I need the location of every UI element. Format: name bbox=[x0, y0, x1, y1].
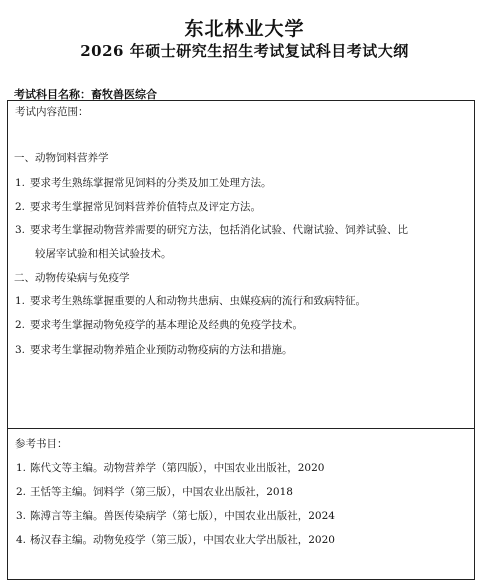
item-text-continued: 较屠宰试验和相关试验技术。 bbox=[35, 248, 172, 260]
content-label: 考试内容范围： bbox=[15, 106, 89, 118]
references-box bbox=[7, 428, 475, 580]
book-number: 2. bbox=[16, 486, 27, 498]
item-text: 要求考生掌握常见饲料营养价值特点及评定方法。 bbox=[30, 201, 261, 213]
book-entry: 陈代文等主编。动物营养学（第四版），中国农业出版社，2020 bbox=[30, 462, 325, 474]
item-text: 要求考生熟练掌握常见饲料的分类及加工处理方法。 bbox=[30, 177, 272, 189]
book-entry: 陈溥言等主编。兽医传染病学（第七版），中国农业出版社，2024 bbox=[30, 510, 335, 522]
item-text: 要求考生掌握动物营养需要的研究方法，包括消化试验、代谢试验、饲养试验、比 bbox=[30, 224, 408, 236]
book-number: 1. bbox=[16, 462, 27, 474]
item-number: 2. bbox=[15, 201, 26, 213]
item-text: 要求考生掌握动物养殖企业预防动物疫病的方法和措施。 bbox=[30, 344, 293, 356]
item-text: 要求考生熟练掌握重要的人和动物共患病、虫媒疫病的流行和致病特征。 bbox=[30, 295, 366, 307]
book-entry: 王恬等主编。饲料学（第三版），中国农业出版社，2018 bbox=[30, 486, 293, 498]
item-number: 1. bbox=[15, 295, 26, 307]
book-number: 4. bbox=[16, 534, 27, 546]
section-heading: 一、动物饲料营养学 bbox=[14, 152, 109, 164]
section-heading: 二、动物传染病与免疫学 bbox=[14, 272, 130, 284]
item-number: 3. bbox=[15, 224, 26, 236]
subject-label: 考试科目名称： bbox=[14, 88, 91, 101]
content-box bbox=[7, 100, 475, 429]
document-subtitle: 2026 年硕士研究生招生考试复试科目考试大纲 bbox=[80, 42, 409, 60]
subject-name: 畜牧兽医综合 bbox=[91, 88, 157, 101]
book-entry: 杨汉春主编。动物免疫学（第三版），中国农业大学出版社，2020 bbox=[30, 534, 335, 546]
document-title: 东北林业大学 bbox=[184, 18, 305, 40]
references-label: 参考书目： bbox=[15, 438, 68, 450]
item-text: 要求考生掌握动物免疫学的基本理论及经典的免疫学技术。 bbox=[30, 319, 303, 331]
book-number: 3. bbox=[16, 510, 27, 522]
item-number: 2. bbox=[15, 319, 26, 331]
item-number: 1. bbox=[15, 177, 26, 189]
item-number: 3. bbox=[15, 344, 26, 356]
